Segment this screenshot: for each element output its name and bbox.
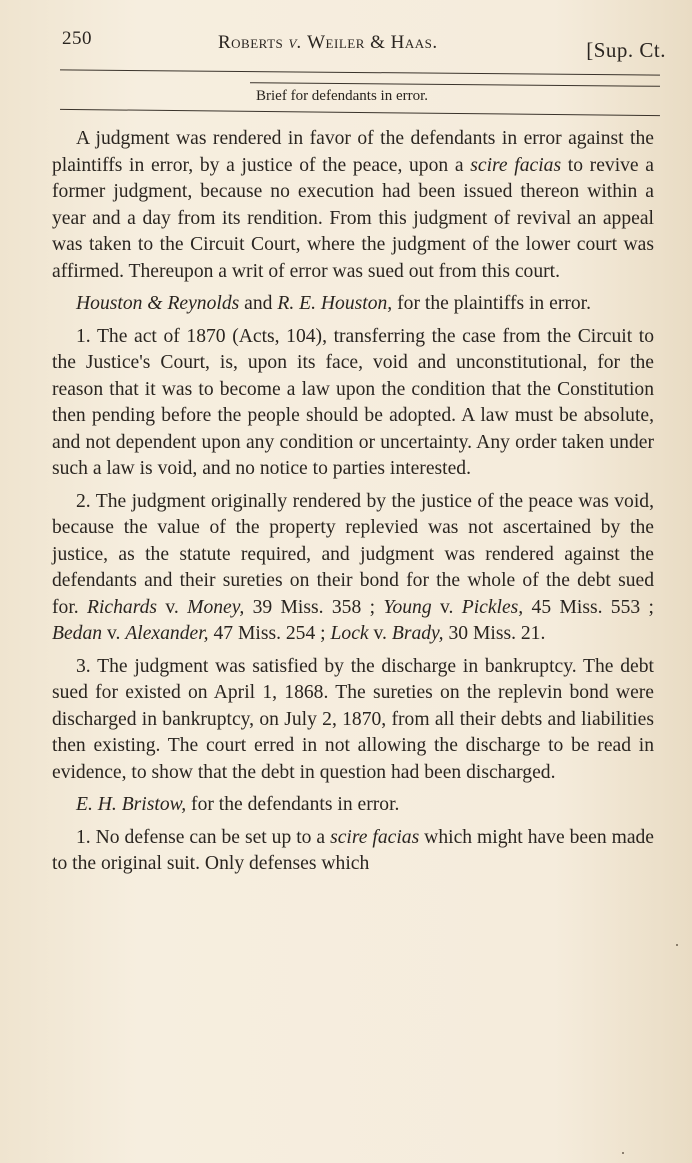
paragraph-text: which might have been made to the original suit. Only defenses which [52, 826, 655, 874]
case-citation: 47 Miss. 254 ; [213, 623, 326, 644]
paragraph-statement [52, 126, 654, 285]
paragraph-text: for the defendants in error. [191, 794, 400, 815]
running-title [218, 32, 438, 54]
paragraph-point-1: 1. The act of 1870 (Acts, 104), transferring the case from the Circuit to the Justice's Court, is, upon its face, void and unconstitutional, for the reason that it was to become a law upon the condition that the Constitution then pending before the people should be adopted. A law must be absolute, and not dependent upon any condition or uncertainty. Any order taken under such a law is void, and no notice to parties interested. [52, 325, 654, 479]
case-name: Alexander, [125, 623, 209, 644]
paragraph-point-2 [52, 489, 654, 648]
case-citation: 39 Miss. 358 ; [252, 596, 376, 618]
case-name: Brady, [391, 623, 444, 644]
running-header [62, 26, 666, 62]
paragraph-counsel-defendants [52, 792, 654, 819]
subhead-rule-bottom [60, 109, 660, 116]
italic-term: scire facias [470, 154, 562, 176]
case-citation: 30 Miss. 21. [448, 623, 546, 644]
section-subhead: Brief for defendants in error. [256, 88, 429, 104]
italic-term: scire facias [330, 826, 420, 848]
paragraph-text: 1. No defense can be set up to a [76, 826, 326, 848]
paragraph-text: and [244, 293, 273, 314]
header-rule [60, 69, 660, 75]
subhead-rule-top [250, 82, 660, 87]
case-citation: 45 Miss. 553 ; [531, 596, 654, 618]
case-name: Richards [87, 596, 158, 618]
paragraph-defense-point-1 [52, 825, 654, 878]
page-number: 250 [62, 28, 92, 49]
running-title-plaintiff: Roberts [218, 32, 284, 53]
paragraph-text: 2. The judgment originally rendered by the justice of the peace was void, because the value of the property replevied was not ascertained by the justice, as the statute required, and judgment was rendered against the defendants and their sureties on their bond for the whole of the debt sued for. [52, 490, 654, 618]
paragraph-text: for the plaintiffs in error. [397, 293, 592, 314]
page-body [52, 126, 654, 884]
paragraph-counsel-plaintiffs [52, 291, 654, 318]
case-versus: v. [439, 596, 454, 618]
case-versus: v. [165, 596, 179, 618]
case-versus: v. [106, 623, 121, 644]
counsel-name: E. H. Bristow, [76, 794, 187, 815]
paper-speck [676, 944, 678, 946]
counsel-name: R. E. Houston, [277, 293, 393, 314]
case-versus: v. [373, 623, 387, 644]
case-name: Bedan [52, 623, 103, 644]
paragraph-point-3: 3. The judgment was satisfied by the discharge in bankruptcy. The debt sued for existed on April 1, 1868. The sureties on the replevin bond were discharged in bankruptcy, on July 2, 1870, from all their debts and liabilities then existing. The court erred in not allowing the discharge to be read in evidence, to show that the debt in question had been discharged. [52, 655, 654, 783]
court-label: [Sup. Ct. [586, 38, 666, 62]
running-title-defendant: Weiler & Haas. [307, 32, 438, 53]
paragraph-text: A judgment was rendered in favor of the defendants in error against the plaintiffs in error, by a justice of the peace, upon a [52, 128, 654, 176]
case-name: Money, [187, 596, 245, 618]
paragraph-text: to revive a former judgment, because no execution had been issued thereon within a year and a day from its rendition. From this judgment of revival an appeal was taken to the Circuit Court, where the judgment of the lower court was affirmed. Thereupon a writ of error was sued out from this court. [52, 154, 654, 282]
running-title-versus: v. [288, 32, 303, 53]
paper-speck [622, 1152, 624, 1154]
case-name: Pickles, [461, 596, 524, 618]
case-name: Lock [330, 623, 369, 644]
case-name: Young [383, 596, 432, 618]
counsel-name: Houston & Reynolds [76, 293, 240, 314]
